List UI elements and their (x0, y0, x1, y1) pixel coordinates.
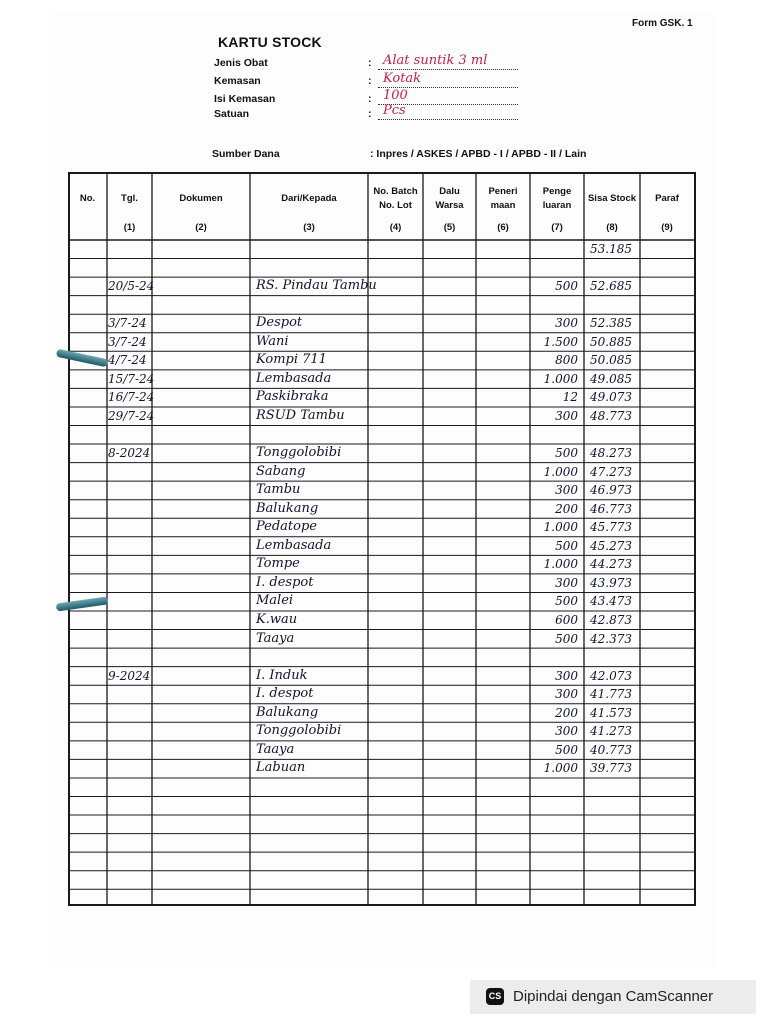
column-header: Dokumen (179, 193, 223, 204)
field-colon: : (368, 93, 372, 105)
column-number: (2) (195, 222, 207, 233)
issued-qty-cell: 300 (555, 668, 578, 683)
recipient-cell: I. Induk (256, 667, 308, 683)
date-cell: 9-2024 (108, 668, 151, 683)
field-value-satuan: Pcs (383, 103, 406, 118)
column-number: (6) (497, 222, 509, 233)
fund-source-label: Sumber Dana (212, 148, 280, 160)
recipient-cell: I. despot (256, 686, 314, 702)
stock-balance-cell: 46.773 (590, 501, 632, 516)
recipient-cell: RS. Pindau Tambu (256, 278, 377, 294)
stock-balance-cell: 39.773 (590, 761, 632, 776)
issued-qty-cell: 1.500 (543, 334, 578, 349)
recipient-cell: Tonggolobibi (256, 445, 342, 461)
column-header: Paraf (655, 193, 679, 204)
stock-balance-cell: 53.185 (590, 242, 632, 256)
stock-balance-cell: 52.385 (590, 316, 632, 331)
issued-qty-cell: 500 (555, 446, 578, 461)
recipient-cell: Balukang (256, 500, 319, 516)
date-cell: 29/7-24 (108, 408, 155, 423)
column-header: No. (79, 193, 96, 204)
issued-qty-cell: 500 (555, 631, 578, 646)
issued-qty-cell: 500 (555, 742, 578, 757)
issued-qty-cell: 300 (555, 408, 578, 423)
issued-qty-cell: 1.000 (543, 464, 578, 479)
column-number: (7) (551, 222, 563, 233)
stock-balance-cell: 47.273 (590, 464, 632, 479)
stock-balance-cell: 41.273 (590, 724, 632, 739)
issued-qty-cell: 1.000 (543, 520, 578, 535)
stock-balance-cell: 49.085 (590, 371, 632, 386)
date-cell: 15/7-24 (108, 371, 155, 386)
column-header: Penge luaran (542, 186, 572, 211)
recipient-cell: I. despot (256, 574, 314, 590)
date-cell: 3/7-24 (108, 316, 147, 331)
column-header: Peneri maan (488, 186, 518, 211)
date-cell: 3/7-24 (108, 334, 147, 349)
stock-balance-cell: 41.773 (590, 687, 632, 702)
field-colon: : (368, 108, 372, 120)
stock-balance-cell: 41.573 (590, 705, 632, 720)
stock-balance-cell: 43.473 (590, 594, 632, 609)
camscanner-label: Dipindai dengan CamScanner (513, 988, 714, 1005)
issued-qty-cell: 200 (555, 501, 578, 516)
field-label-jenis-obat: Jenis Obat (214, 57, 268, 69)
stock-balance-cell: 52.685 (590, 279, 632, 294)
column-header: Tgl. (121, 193, 138, 204)
date-cell: 4/7-24 (108, 353, 147, 368)
stock-balance-cell: 42.073 (590, 668, 632, 683)
date-cell: 8-2024 (108, 446, 151, 461)
stock-balance-cell: 43.973 (590, 575, 632, 590)
camscanner-icon: CS (486, 988, 504, 1005)
column-number: (1) (123, 222, 136, 233)
stock-balance-cell: 42.873 (590, 613, 632, 627)
issued-qty-cell: 500 (555, 594, 578, 609)
recipient-cell: Tambu (256, 482, 301, 498)
date-cell: 20/5-24 (108, 279, 155, 294)
stock-balance-cell: 46.973 (590, 483, 632, 498)
stock-balance-cell: 45.273 (590, 538, 632, 553)
recipient-cell: RSUD Tambu (256, 407, 345, 423)
issued-qty-cell: 300 (555, 724, 578, 739)
recipient-cell: Lembasada (256, 370, 332, 386)
card-title: KARTU STOCK (218, 34, 322, 50)
stock-balance-cell: 48.773 (590, 408, 632, 423)
recipient-cell: Balukang (256, 704, 319, 720)
recipient-cell: Lembasada (256, 537, 332, 553)
stock-balance-cell: 49.073 (590, 390, 632, 405)
recipient-cell: Tompe (256, 556, 300, 572)
recipient-cell: Pedatope (256, 519, 317, 535)
recipient-cell: Taaya (256, 741, 295, 757)
recipient-cell: Taaya (256, 630, 295, 646)
issued-qty-cell: 1.000 (543, 371, 578, 386)
column-number: (3) (303, 222, 315, 233)
issued-qty-cell: 200 (555, 705, 578, 720)
stock-balance-cell: 50.885 (590, 334, 632, 349)
column-header: Sisa Stock (587, 193, 637, 204)
stock-balance-cell: 44.273 (590, 557, 632, 572)
issued-qty-cell: 600 (555, 613, 578, 627)
form-code: Form GSK. 1 (632, 18, 693, 29)
recipient-cell: Tonggolobibi (256, 723, 342, 739)
stock-balance-cell: 50.085 (590, 353, 632, 368)
recipient-cell: Labuan (256, 760, 306, 776)
issued-qty-cell: 500 (555, 279, 578, 294)
column-number: (4) (389, 222, 402, 233)
recipient-cell: Paskibraka (256, 389, 329, 405)
recipient-cell: Sabang (256, 463, 306, 479)
issued-qty-cell: 12 (562, 390, 578, 405)
stock-balance-cell: 48.273 (590, 446, 632, 461)
issued-qty-cell: 1.000 (543, 761, 578, 776)
recipient-cell: K.wau (256, 612, 298, 627)
stock-balance-cell: 45.773 (590, 520, 632, 535)
field-value-jenis-obat: Alat suntik 3 ml (383, 53, 488, 68)
issued-qty-cell: 800 (555, 353, 578, 368)
issued-qty-cell: 500 (555, 538, 578, 553)
recipient-cell: Despot (256, 315, 303, 331)
stock-balance-cell: 42.373 (590, 631, 632, 646)
recipient-cell: Kompi 711 (256, 352, 327, 368)
field-label-isi-kemasan: Isi Kemasan (214, 93, 276, 105)
column-number: (5) (443, 222, 456, 233)
recipient-cell: Wani (256, 333, 289, 349)
column-header: Dalu Warsa (435, 186, 464, 211)
column-header: Dari/Kepada (281, 193, 337, 204)
field-colon: : (368, 75, 372, 87)
field-label-satuan: Satuan (214, 108, 250, 120)
issued-qty-cell: 1.000 (543, 557, 578, 572)
fund-source-options: : Inpres / ASKES / APBD - I / APBD - II / Lain (370, 148, 587, 160)
issued-qty-cell: 300 (555, 687, 578, 702)
issued-qty-cell: 300 (555, 483, 578, 498)
issued-qty-cell: 300 (555, 575, 578, 590)
date-cell: 16/7-24 (108, 390, 155, 405)
column-number: (8) (606, 222, 618, 233)
column-header: No. Batch No. Lot (373, 186, 418, 211)
field-value-isi-kemasan: 100 (383, 88, 408, 103)
field-value-kemasan: Kotak (383, 71, 422, 86)
field-label-kemasan: Kemasan (214, 75, 261, 87)
stock-balance-cell: 40.773 (590, 742, 632, 757)
field-colon: : (368, 57, 372, 69)
recipient-cell: Malei (256, 593, 294, 609)
column-number: (9) (661, 222, 673, 233)
issued-qty-cell: 300 (555, 316, 578, 331)
